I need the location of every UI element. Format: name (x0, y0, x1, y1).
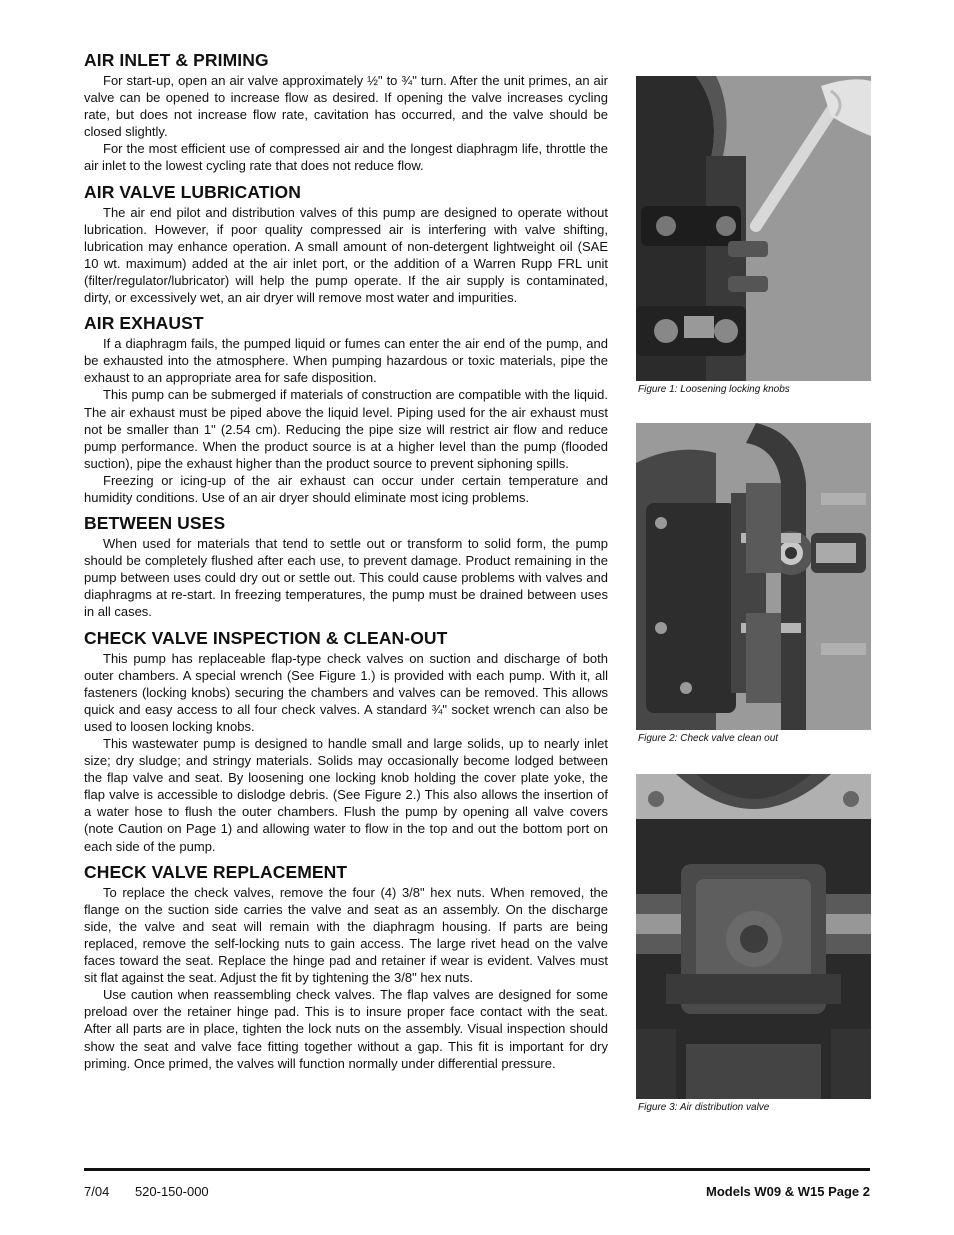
section-air-inlet-priming (84, 50, 608, 175)
section-heading: BETWEEN USES (84, 513, 226, 534)
footer-left (84, 1184, 231, 1199)
section-between-uses (84, 513, 608, 620)
figure-3-photo (636, 774, 871, 1099)
paragraph: When used for materials that tend to settle out or transform to solid form, the pump should be completely flushed after each use, to prevent damage. Product remaining in the pump between uses could dry out or settle out. This could cause problems with valves and diaphragms at re-start. In freezing temperatures, the pump must be drained between uses in all cases. (84, 536, 608, 620)
section-check-valve-inspection (84, 628, 608, 855)
footer-date: 7/04 (84, 1184, 110, 1199)
figure-1-caption: Figure 1: Loosening locking knobs (638, 384, 790, 395)
section-heading: CHECK VALVE INSPECTION & CLEAN-OUT (84, 627, 448, 648)
figure-3 (636, 774, 871, 1114)
section-air-exhaust (84, 313, 608, 506)
paragraph: For start-up, open an air valve approximately ½" to ¾" turn. After the unit primes, an air valve can be opened to increase flow as desired. If opening the valve increases cycling rate, but does not increase flow rate, cavitation has occurred, and the valve should be closed slightly. (84, 73, 608, 140)
main-text-column (84, 50, 608, 1079)
section-heading: AIR INLET & PRIMING (84, 50, 269, 70)
figure-1 (636, 76, 871, 396)
section-heading: AIR EXHAUST (84, 313, 204, 334)
paragraph: To replace the check valves, remove the four (4) 3/8" hex nuts. When removed, the flange on the suction side carries the valve and seat as an assembly. On the discharge side, the valve and seat will remain with the diaphragm housing. If parts are being replaced, remove the self-locking nuts to gain access. The large rivet head on the valve faces toward the seat. Replace the hinge pad and retainer if wear is evident. Valves must sit flat against the seat. Adjust the fit by tightening the 3/8" hex nuts. (84, 884, 608, 986)
paragraph: If a diaphragm fails, the pumped liquid or fumes can enter the air end of the pump, and be exhausted into the atmosphere. When pumping hazardous or toxic materials, pipe the exhaust to an appropriate area for safe disposition. (84, 336, 608, 386)
figure-2-photo (636, 423, 871, 730)
paragraph: Use caution when reassembling check valves. The flap valves are designed for some preload over the retainer hinge pad. This is to insure proper face contact with the seat. After all parts are in place, tighten the lock nuts on the assembly. Visual inspection should show the seat and valve face fitting together without a gap. This fit is important for dry priming. Once primed, the valves will function normally under differential pressure. (84, 987, 608, 1071)
section-check-valve-replacement (84, 862, 608, 1072)
section-heading: AIR VALVE LUBRICATION (84, 181, 301, 202)
paragraph: This wastewater pump is designed to handle small and large solids, up to nearly inlet size; dry sludge; and stringy materials. Solids may occasionally become lodged between the flap valve and seat. By loosening one locking knob holding the cover plate yoke, the flap valve is accessible to dislodge debris. (See Figure 2.) This also allows the insertion of a water hose to flush the outer chambers. Flush the pump by opening all valve covers (note Caution on Page 1) and allowing water to flow in the top and out the bottom port on each side of the pump. (84, 736, 608, 854)
figure-2 (636, 423, 871, 745)
paragraph: This pump can be submerged if materials of construction are compatible with the liquid. The air exhaust must be piped above the liquid level. Piping used for the air exhaust must not be smaller than 1" (2.54 cm). Reducing the pipe size will restrict air flow and reduce pump performance. When the product source is at a higher level than the pump (flooded suction), pipe the exhaust higher than the product source to prevent siphoning spills. (84, 387, 608, 471)
paragraph: This pump has replaceable flap-type check valves on suction and discharge of both outer chambers. A special wrench (See Figure 1.) is provided with each pump. With it, all fasteners (locking knobs) securing the chambers and valves can be removed. This allows quick and easy access to all four check valves. A standard ¾" socket wrench can also be used to loosen locking knobs. (84, 650, 608, 734)
figure-1-photo (636, 76, 871, 381)
footer-divider (84, 1168, 870, 1171)
footer-models-page: Models W09 & W15 Page 2 (706, 1184, 870, 1199)
section-heading: CHECK VALVE REPLACEMENT (84, 861, 348, 882)
figure-2-caption: Figure 2: Check valve clean out (638, 733, 779, 744)
paragraph: The air end pilot and distribution valves of this pump are designed to operate without lubrication. However, if poor quality compressed air is interfering with valve shifting, lubrication may enhance operation. A small amount of non-detergent lightweight oil (SAE 10 wt. maximum) added at the air inlet port, or the addition of a Warren Rupp FRL unit (filter/regulator/lubricator) will help the pump operate. If the air supply is contaminated, dirty, or excessively wet, an air dryer will remove most water and impurities. (84, 204, 608, 306)
footer-doc-number: 520-150-000 (134, 1184, 209, 1199)
section-air-valve-lubrication (84, 182, 608, 307)
figure-3-caption: Figure 3: Air distribution valve (638, 1102, 770, 1113)
paragraph: For the most efficient use of compressed air and the longest diaphragm life, throttle the air inlet to the lowest cycling rate that does not reduce flow. (84, 141, 608, 174)
paragraph: Freezing or icing-up of the air exhaust can occur under certain temperature and humidity conditions. Use of an air dryer should eliminate most icing problems. (84, 472, 608, 505)
